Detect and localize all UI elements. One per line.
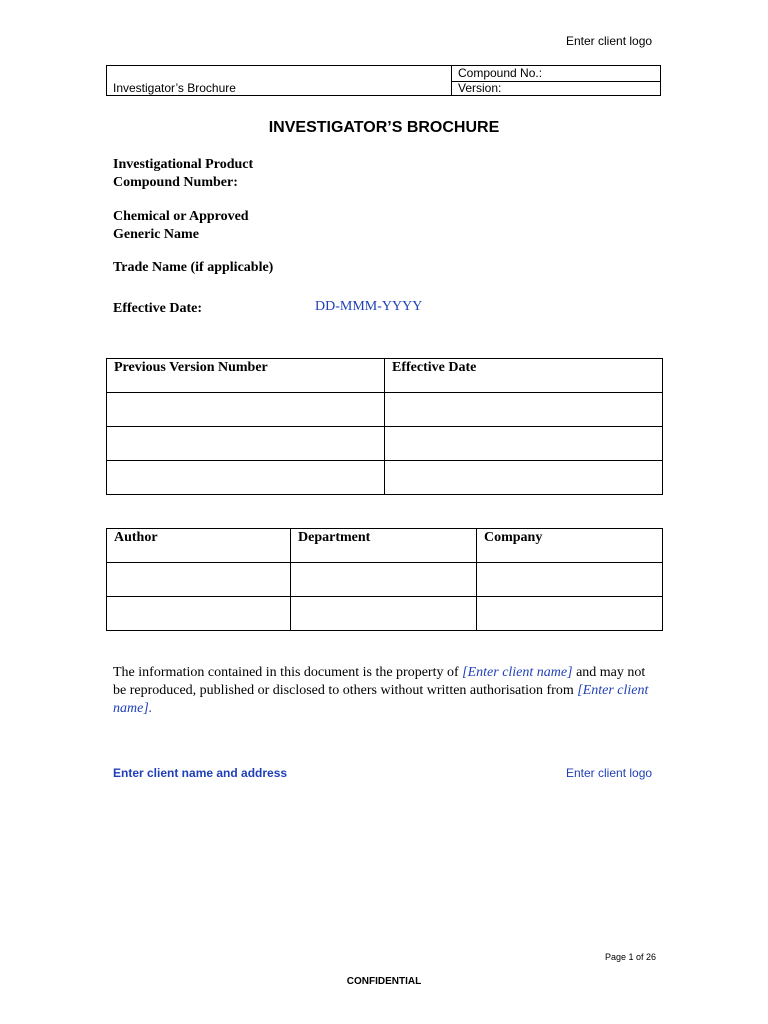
- effective-date-value[interactable]: DD-MMM-YYYY: [315, 299, 423, 314]
- investigational-product-label: [113, 156, 253, 192]
- table-cell[interactable]: [477, 597, 663, 631]
- compound-no-label: Compound No.:: [458, 66, 543, 80]
- client-logo-placeholder-bottom[interactable]: Enter client logo: [566, 766, 653, 780]
- table-row: [107, 597, 663, 631]
- generic-label-line2: Generic Name: [113, 227, 199, 242]
- table-row: [107, 563, 663, 597]
- table-header-cell: Author: [107, 529, 291, 563]
- page-number: Page 1 of 26: [605, 952, 657, 962]
- effective-date-label: Effective Date:: [113, 301, 203, 316]
- header-table: [106, 65, 661, 96]
- table-header-cell: Department: [291, 529, 477, 563]
- trade-name-label: Trade Name (if applicable): [113, 260, 274, 275]
- header-doc-name-cell: [107, 66, 452, 95]
- table-cell[interactable]: [291, 563, 477, 597]
- author-table: [106, 528, 663, 631]
- table-row: [107, 427, 663, 461]
- table-header-cell: Previous Version Number: [107, 359, 385, 393]
- table-cell[interactable]: [477, 563, 663, 597]
- version-cell: [452, 81, 660, 96]
- notice-text: The information contained in this document is the property of: [113, 665, 463, 680]
- author-table-header-row: [107, 529, 663, 563]
- product-label-line2: Compound Number:: [113, 175, 238, 190]
- table-cell[interactable]: [107, 427, 385, 461]
- confidential-label: CONFIDENTIAL: [346, 976, 422, 987]
- table-cell[interactable]: [107, 461, 385, 495]
- version-table-header-row: [107, 359, 663, 393]
- generic-name-label: [113, 208, 249, 244]
- table-cell[interactable]: [385, 461, 663, 495]
- compound-no-cell: [452, 66, 660, 82]
- document-title: INVESTIGATOR’S BROCHURE: [268, 119, 500, 136]
- table-cell[interactable]: [385, 427, 663, 461]
- table-cell[interactable]: [385, 393, 663, 427]
- header-doc-name: Investigator’s Brochure: [113, 81, 236, 95]
- property-notice: [113, 664, 653, 718]
- table-cell[interactable]: [107, 563, 291, 597]
- table-row: [107, 393, 663, 427]
- table-cell[interactable]: [291, 597, 477, 631]
- version-history-table: [106, 358, 663, 495]
- table-cell[interactable]: [107, 393, 385, 427]
- table-header-cell: Company: [477, 529, 663, 563]
- client-address-placeholder[interactable]: Enter client name and address: [113, 766, 288, 780]
- table-header-cell: Effective Date: [385, 359, 663, 393]
- notice-text: and may not be reproduced, published or disclosed to others without written authorisation from: [113, 665, 646, 698]
- table-row: [107, 461, 663, 495]
- client-name-placeholder[interactable]: [Enter client name]: [462, 665, 573, 680]
- table-cell[interactable]: [107, 597, 291, 631]
- version-label: Version:: [458, 81, 502, 95]
- header-right-cells: [452, 66, 660, 95]
- client-name-placeholder[interactable]: [Enter client name].: [113, 683, 649, 716]
- client-logo-placeholder: Enter client logo: [566, 34, 653, 48]
- product-label-line1: Investigational Product: [113, 157, 254, 172]
- generic-label-line1: Chemical or Approved: [113, 209, 249, 224]
